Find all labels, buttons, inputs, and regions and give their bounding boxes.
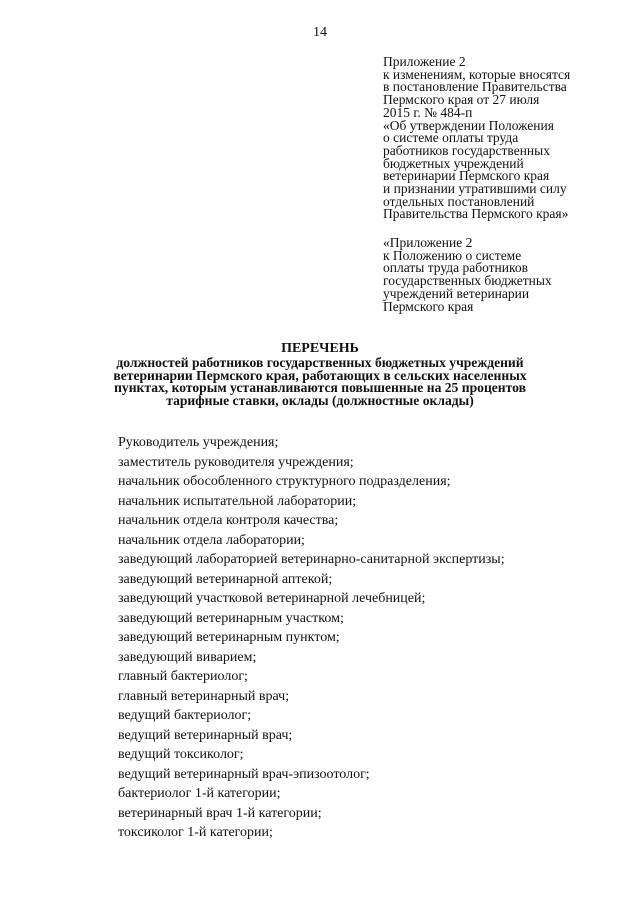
position-item: токсиколог 1-й категории; [118,825,273,840]
appendix-amendment-block [383,56,633,221]
document-subtitle [0,357,640,407]
subtitle-line: пунктах, которым устанавливаются повышенные на 25 процентов [114,380,526,395]
appendix-line: в постановление Правительства [383,79,567,95]
position-item: ведущий ветеринарный врач; [118,727,293,743]
position-item: начальник отдела лаборатории; [118,532,305,548]
subtitle-line: должностей работников государственных бюджетных учреждений [116,355,524,370]
appendix-line: о системе оплаты труда [383,130,519,146]
appendix-line: и признании утратившими силу [383,181,567,197]
position-item: ветеринарный врач 1-й категории; [118,805,322,821]
appendix-line: учреждений ветеринарии [383,285,530,301]
position-item: начальник обособленного структурного подразделения; [118,474,451,489]
position-item: главный бактериолог; [118,669,248,684]
appendix-line: отдельных постановлений [383,193,535,209]
appendix-line: Правительства Пермского края» [383,206,569,222]
position-item: Руководитель учреждения; [118,435,279,450]
position-item: заведующий участковой ветеринарной лечебницей; [118,591,426,606]
appendix-line: к Положению о системе [383,247,522,263]
position-item: заведующий лабораторией ветеринарно-санитарной экспертизы; [118,552,505,567]
position-item: заведующий ветеринарным пунктом; [118,630,340,645]
appendix-regulation-block [383,237,633,313]
appendix-line: «Об утверждении Положения [383,117,554,133]
position-item: заведующий виварием; [118,649,257,665]
position-item: ведущий токсиколог; [118,747,244,762]
appendix-line: 2015 г. № 484-п [383,104,473,120]
position-item: заместитель руководителя учреждения; [118,454,354,470]
document-title: ПЕРЕЧЕНЬ [281,341,359,356]
position-item: заведующий ветеринарной аптекой; [118,571,333,587]
subtitle-line: ветеринарии Пермского края, работающих в сельских населенных [113,367,527,383]
appendix-line: Приложение 2 [383,54,466,69]
position-item: начальник отдела контроля качества; [118,513,339,528]
appendix-line: государственных бюджетных [383,273,552,289]
position-item: ведущий бактериолог; [118,708,252,723]
appendix-line: бюджетных учреждений [383,155,524,171]
subtitle-line: тарифные ставки, оклады (должностные оклады) [166,392,474,408]
position-item: ведущий ветеринарный врач-эпизоотолог; [118,766,370,782]
appendix-line: ветеринарии Пермского края [383,168,550,184]
appendix-line: оплаты труда работников [383,260,528,276]
appendix-line: работников государственных [383,142,550,158]
appendix-line: к изменениям, которые вносятся [383,66,571,82]
position-item: главный ветеринарный врач; [118,688,290,704]
appendix-line: «Приложение 2 [383,235,473,250]
page-number: 14 [313,25,327,40]
appendix-line: Пермского края от 27 июля [383,92,540,108]
appendix-line: Пермского края [383,298,474,314]
position-item: бактериолог 1-й категории; [118,786,281,801]
positions-list [118,433,618,843]
position-item: заведующий ветеринарным участком; [118,610,344,626]
position-item: начальник испытательной лаборатории; [118,493,357,509]
